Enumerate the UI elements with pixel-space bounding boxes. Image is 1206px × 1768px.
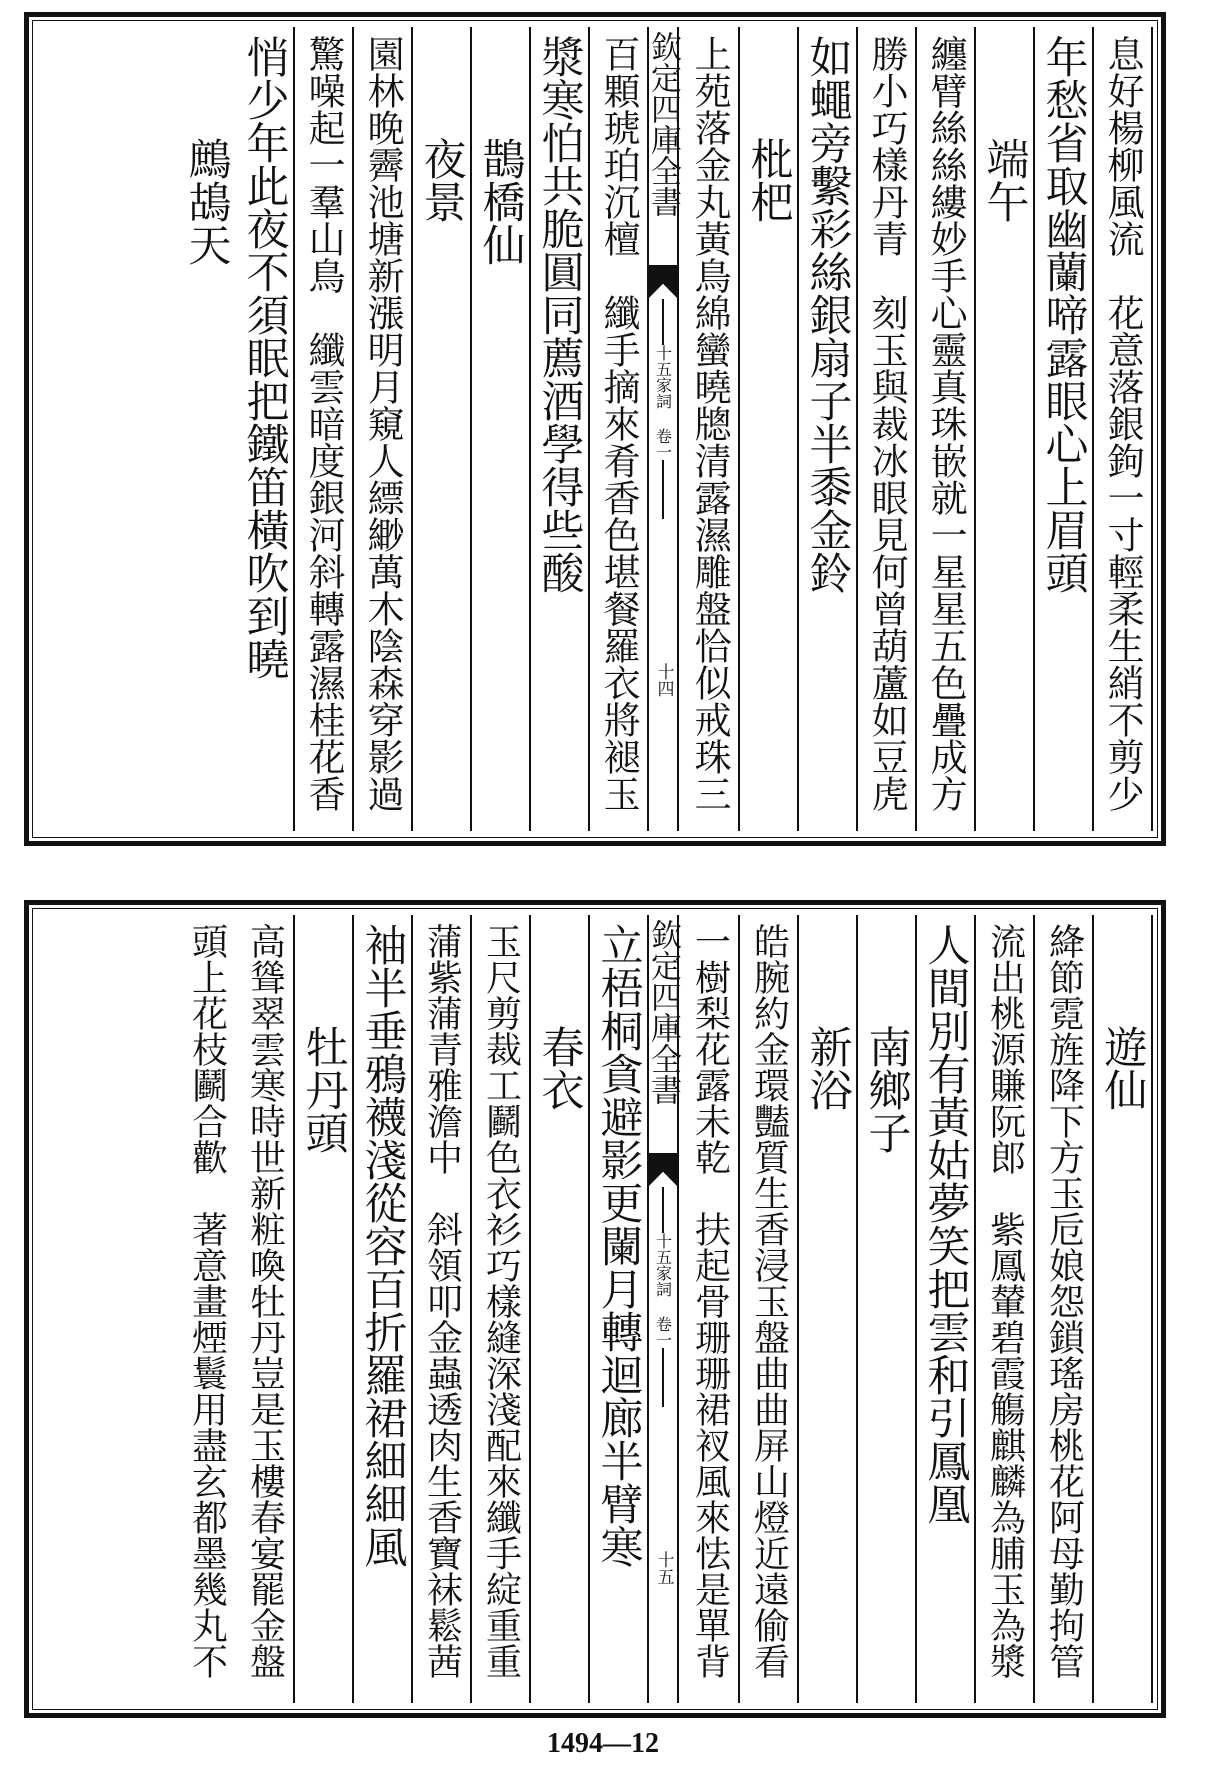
center-fold-band	[645, 27, 681, 831]
text-column	[472, 27, 531, 831]
heading-text: 春衣	[534, 1025, 585, 1111]
heading-text: 遊仙	[1097, 1025, 1148, 1111]
heading-text: 端午	[979, 137, 1030, 223]
text-column	[917, 27, 976, 831]
verse-text: 流出桃源賺阮郎 紫鳳輦碧霞觴麒麟為脯玉為漿	[984, 923, 1026, 1679]
volume-label: 十五家詞 卷一	[653, 345, 673, 460]
book-title-label: 欽定四庫全書	[645, 919, 681, 1105]
verse-text: 驚噪起一羣山鳥 纖雲暗度銀河斜轉露濕桂花香	[302, 35, 346, 812]
text-column	[1035, 27, 1094, 831]
text-column	[295, 27, 354, 831]
text-column	[590, 915, 649, 1703]
verse-text: 漿寒怕共脆圓同薦酒學得些酸	[534, 35, 585, 594]
heading-text: 南鄉子	[861, 1025, 912, 1154]
text-column	[976, 27, 1035, 831]
upper-page-frame	[24, 12, 1166, 846]
verse-text: 悄少年此夜不須眠把鐵笛橫吹到曉	[239, 35, 290, 680]
footer-page-number: 1494—12	[547, 1728, 659, 1759]
text-column	[681, 915, 740, 1703]
heading-text: 牡丹頭	[298, 1025, 349, 1154]
heading-text: 夜景	[416, 137, 467, 223]
lower-page-frame	[24, 900, 1166, 1718]
verse-text: 一樹梨花露未乾 扶起骨珊珊裙衩風來怯是單背	[689, 923, 731, 1679]
verse-text: 絳節霓旌降下方玉卮娘怨鎖瑤房桃花阿母勤拘管	[1043, 923, 1085, 1679]
text-column	[1035, 915, 1094, 1703]
text-column	[354, 915, 413, 1703]
verse-text: 人間別有黃姑夢笑把雲和引鳳凰	[920, 923, 971, 1525]
text-column	[413, 27, 472, 831]
text-column	[976, 915, 1035, 1703]
heading-text: 鷓鴣天	[181, 137, 232, 266]
text-column	[177, 915, 236, 1703]
text-column	[295, 915, 354, 1703]
text-column	[917, 915, 976, 1703]
text-column	[799, 915, 858, 1703]
folio-number: 十五	[653, 1551, 674, 1585]
text-column	[740, 27, 799, 831]
verse-text: 年愁省取幽蘭啼露眼心上眉頭	[1038, 35, 1089, 594]
verse-text: 纏臂絲絲縷妙手心靈真珠嵌就一星星五色疊成方	[924, 35, 968, 812]
text-column	[236, 915, 295, 1703]
volume-label: 十五家詞 卷一	[653, 1233, 673, 1348]
heading-text: 枇杷	[743, 137, 794, 223]
verse-text: 上苑落金丸黃鳥綿蠻曉牕清露濕雕盤恰似戒珠三	[688, 35, 732, 812]
text-column	[236, 27, 295, 831]
fishtail-mark	[648, 265, 678, 299]
text-column	[740, 915, 799, 1703]
fishtail-mark	[648, 1153, 678, 1187]
text-column	[681, 27, 740, 831]
verse-text: 玉尺剪裁工鬬色衣衫巧樣縫深淺配來纖手綻重重	[480, 923, 522, 1679]
verse-text: 蒲紫蒲青雅澹中 斜領叩金蟲透肉生香寶袜鬆茜	[421, 923, 463, 1679]
text-column	[472, 915, 531, 1703]
text-column	[1094, 915, 1153, 1703]
heading-text: 鵲橋仙	[475, 137, 526, 266]
verse-text: 高聳翠雲寒時世新粧喚牡丹豈是玉樓春宴罷金盤	[244, 923, 286, 1679]
text-column	[858, 27, 917, 831]
text-column	[1094, 27, 1153, 831]
folio-number: 十四	[653, 663, 674, 697]
verse-text: 百顆琥珀沉檀 纖手摘來肴香色堪餐羅衣將褪玉	[597, 35, 641, 812]
text-column	[799, 27, 858, 831]
center-fold-band	[645, 915, 681, 1703]
book-title-label: 欽定四庫全書	[645, 31, 681, 217]
verse-text: 園林晚霽池塘新漲明月窺人縹緲萬木陰森穿影過	[361, 35, 405, 812]
text-column	[590, 27, 649, 831]
verse-text: 立梧桐貪避影更闌月轉迴廊半臂寒	[593, 923, 644, 1568]
heading-text: 新浴	[802, 1025, 853, 1111]
text-column	[858, 915, 917, 1703]
text-column	[531, 915, 590, 1703]
text-column	[413, 915, 472, 1703]
verse-text: 息好楊柳風流 花意落銀鉤一寸輕柔生綃不剪少	[1101, 35, 1145, 812]
verse-text: 頭上花枝鬬合歡 著意畫煙鬟用盡玄都墨幾丸不	[186, 923, 228, 1679]
verse-text: 勝小巧樣丹青 刻玉與裁冰眼見何曾葫蘆如豆虎	[865, 35, 909, 812]
verse-text: 如蠅旁繫彩絲銀扇子半黍金鈴	[802, 35, 853, 594]
verse-text: 袖半垂鴉襪淺從容百折羅裙細細風	[357, 923, 408, 1568]
text-column	[354, 27, 413, 831]
verse-text: 皓腕約金環豔質生香浸玉盤曲曲屏山燈近遠偷看	[748, 923, 790, 1679]
text-column	[531, 27, 590, 831]
text-column	[177, 27, 236, 831]
